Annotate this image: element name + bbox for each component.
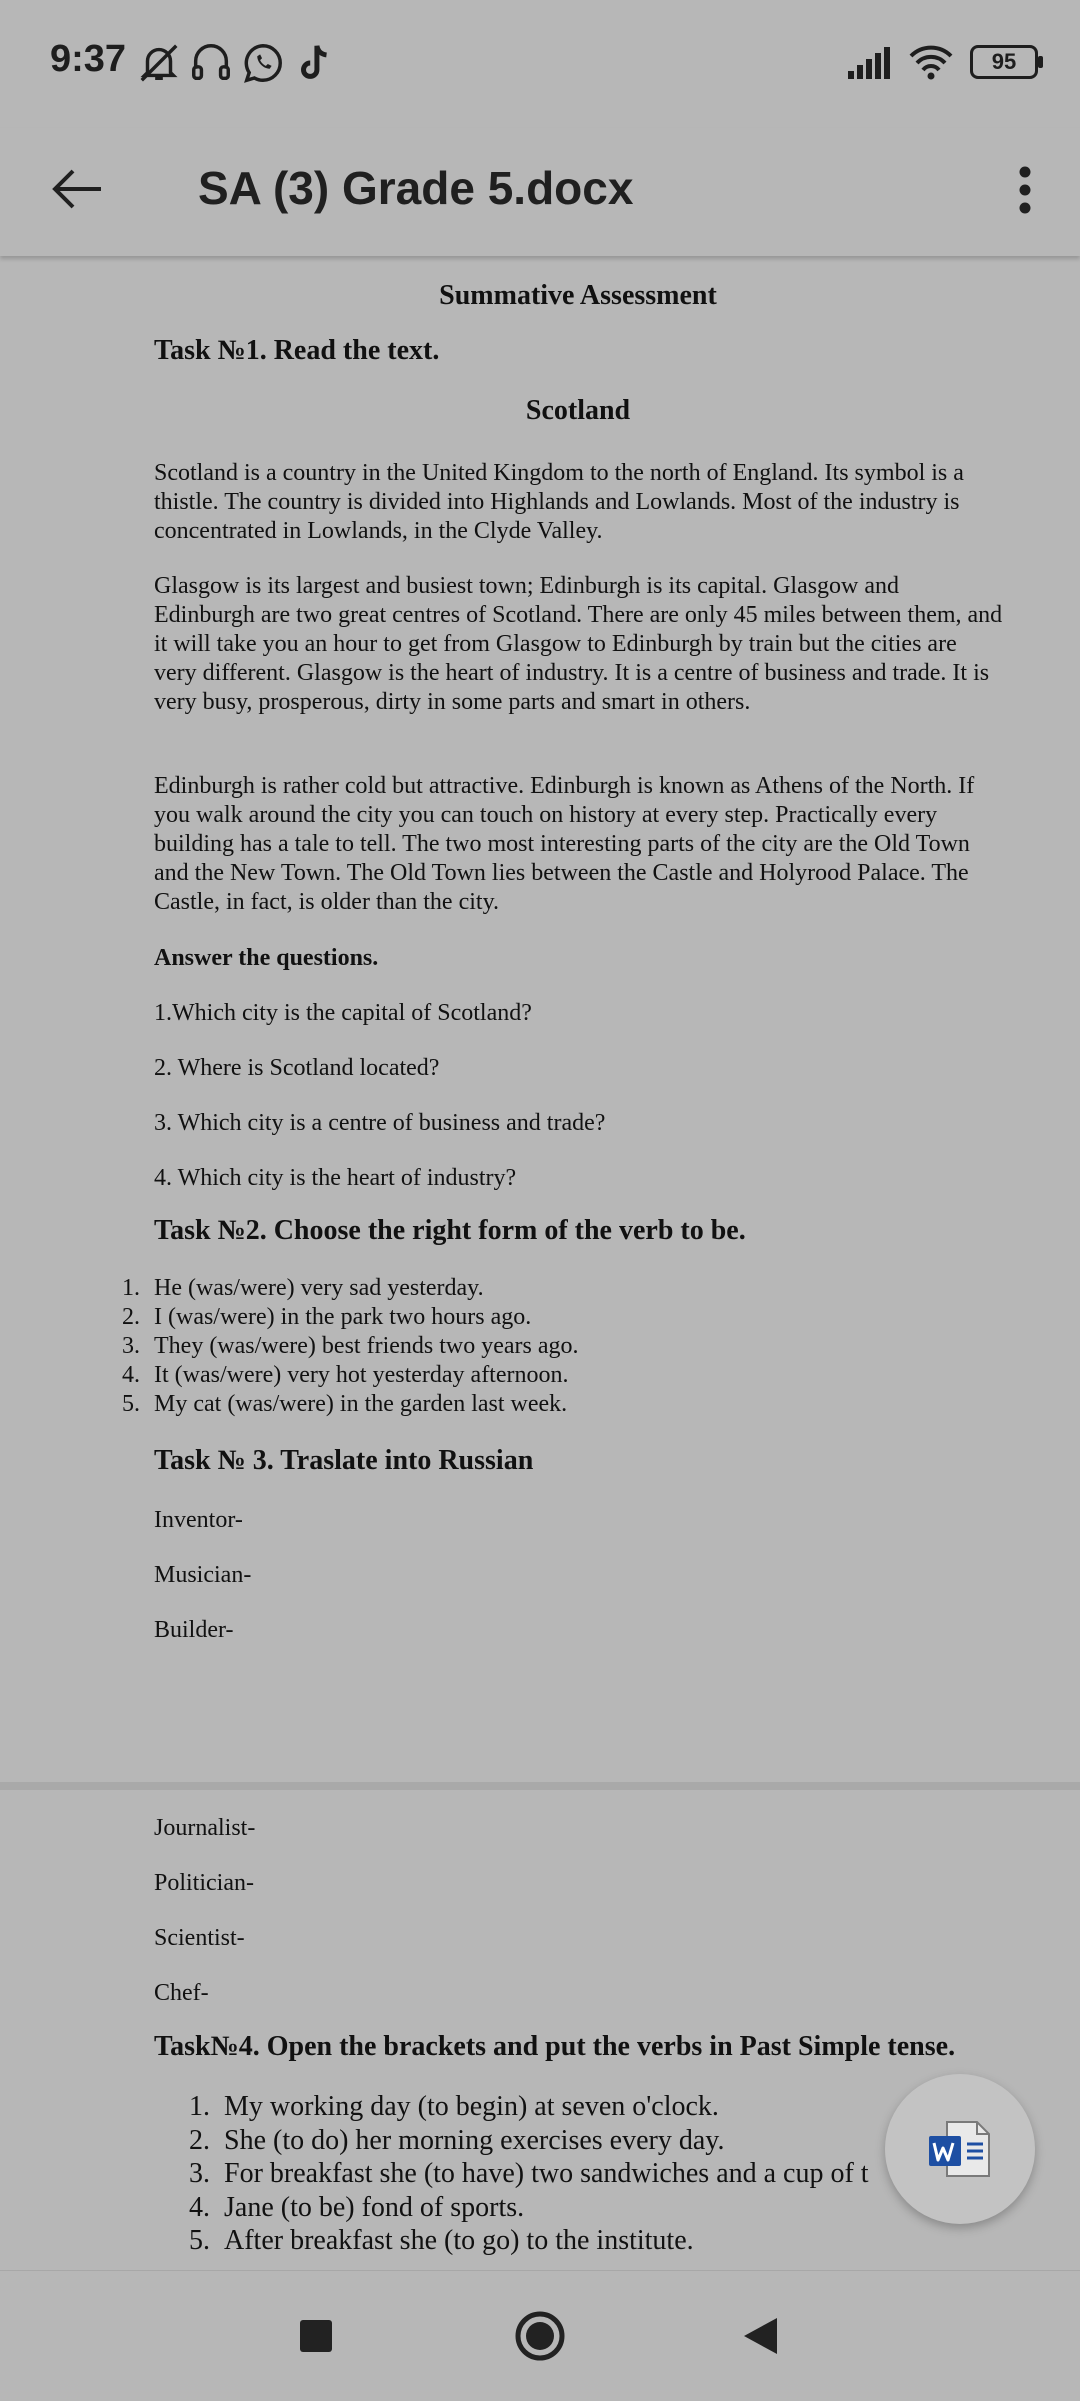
home-button[interactable] [505,2301,575,2371]
status-time: 9:37 [50,38,127,80]
list-item: 3. For breakfast she (to have) two sandwiches and a cup of t [189,2158,869,2189]
list-item: 2. She (to do) her morning exercises every day. [189,2124,725,2156]
list-item: 5. My cat (was/were) in the garden last week. [122,1391,568,1417]
system-status [846,44,1038,80]
headset-icon [188,40,234,86]
questions-title: Answer the questions. [154,945,379,971]
word-politician: Politician- [154,1870,254,1896]
list-item: 3. They (was/were) best friends two years ago. [122,1333,579,1359]
app-bar [0,128,1080,256]
open-in-word-button[interactable] [885,2074,1035,2224]
question-3: 3. Which city is a centre of business and trade? [154,1110,606,1136]
square-icon [299,2319,333,2353]
more-vertical-icon [1018,165,1032,215]
wifi-icon [908,44,954,80]
whatsapp-icon [240,40,286,86]
word-musician: Musician- [154,1562,252,1588]
arrow-left-icon [49,165,105,213]
list-item: 1. My working day (to begin) at seven o'clock. [189,2091,719,2122]
question-2: 2. Where is Scotland located? [154,1055,440,1081]
list-item: 1. He (was/were) very sad yesterday. [122,1275,484,1301]
circle-icon [514,2310,566,2362]
document-title: SA (3) Grade 5.docx [198,162,634,214]
question-1: 1.Which city is the capital of Scotland? [154,1000,532,1026]
task4-list [180,2090,900,2258]
word-document-icon [927,2118,993,2180]
recents-button[interactable] [281,2301,351,2371]
task2-title: Task №2. Choose the right form of the verb to be. [154,1215,746,1246]
battery-indicator: 95 [970,45,1038,79]
task3-title: Task № 3. Traslate into Russian [154,1445,534,1476]
word-inventor: Inventor- [154,1507,243,1533]
list-item: 4. It (was/were) very hot yesterday afternoon. [122,1362,569,1388]
back-nav-button[interactable] [725,2301,795,2371]
task2-list [110,1274,579,1419]
mute-bell-icon [136,40,182,86]
word-builder: Builder- [154,1617,234,1643]
page-divider [0,1782,1080,1790]
text-title: Scotland [525,395,631,426]
document-page-1 [0,256,1080,1786]
list-item: 4. Jane (to be) fond of sports. [189,2191,525,2223]
assessment-heading: Summative Assessment [439,280,717,311]
task4-title: Task№4. Open the brackets and put the verbs in Past Simple tense. [154,2031,956,2062]
more-options-button[interactable] [1000,152,1050,228]
paragraph-3: Edinburgh is rather cold but attractive. Edinburgh is known as Athens of the North. If you walk around the city you can touch on history at every step. Practically every building has a tale to tell. The two most interesting parts of the city are the Old Town and the New Town. The Old Town lies between the Castle and Holyrood Palace. The Castle, in fact, is older than the city. [154,773,975,915]
word-journalist: Journalist- [154,1815,256,1841]
back-button[interactable] [42,154,112,224]
list-item: 2. I (was/were) in the park two hours ago. [122,1304,532,1330]
navigation-bar [0,2270,1080,2401]
notification-icons [136,40,338,86]
status-bar [0,0,1080,128]
list-item: 5. After breakfast she (to go) to the institute. [189,2225,694,2256]
triangle-left-icon [741,2316,779,2356]
paragraph-1: Scotland is a country in the United Kingdom to the north of England. Its symbol is a thistle. The country is divided into Highlands and Lowlands. Most of the industry is concentrated in Lowlands, in the Clyde Valley. [154,460,964,544]
tiktok-icon [292,40,338,86]
word-scientist: Scientist- [154,1925,245,1951]
paragraph-2: Glasgow is its largest and busiest town; Edinburgh is its capital. Glasgow and Edinburgh are two great centres of Scotland. There are only 45 miles between them, and it will take you an hour to get from Glasgow to Edinburgh by train but the cities are very different. Glasgow is the heart of industry. It is a centre of business and trade. It is very busy, prosperous, dirty in some parts and smart in others. [154,573,1003,715]
word-chef: Chef- [154,1980,209,2006]
question-4: 4. Which city is the heart of industry? [154,1165,517,1191]
task1-title: Task №1. Read the text. [154,335,440,366]
signal-icon [846,45,892,79]
